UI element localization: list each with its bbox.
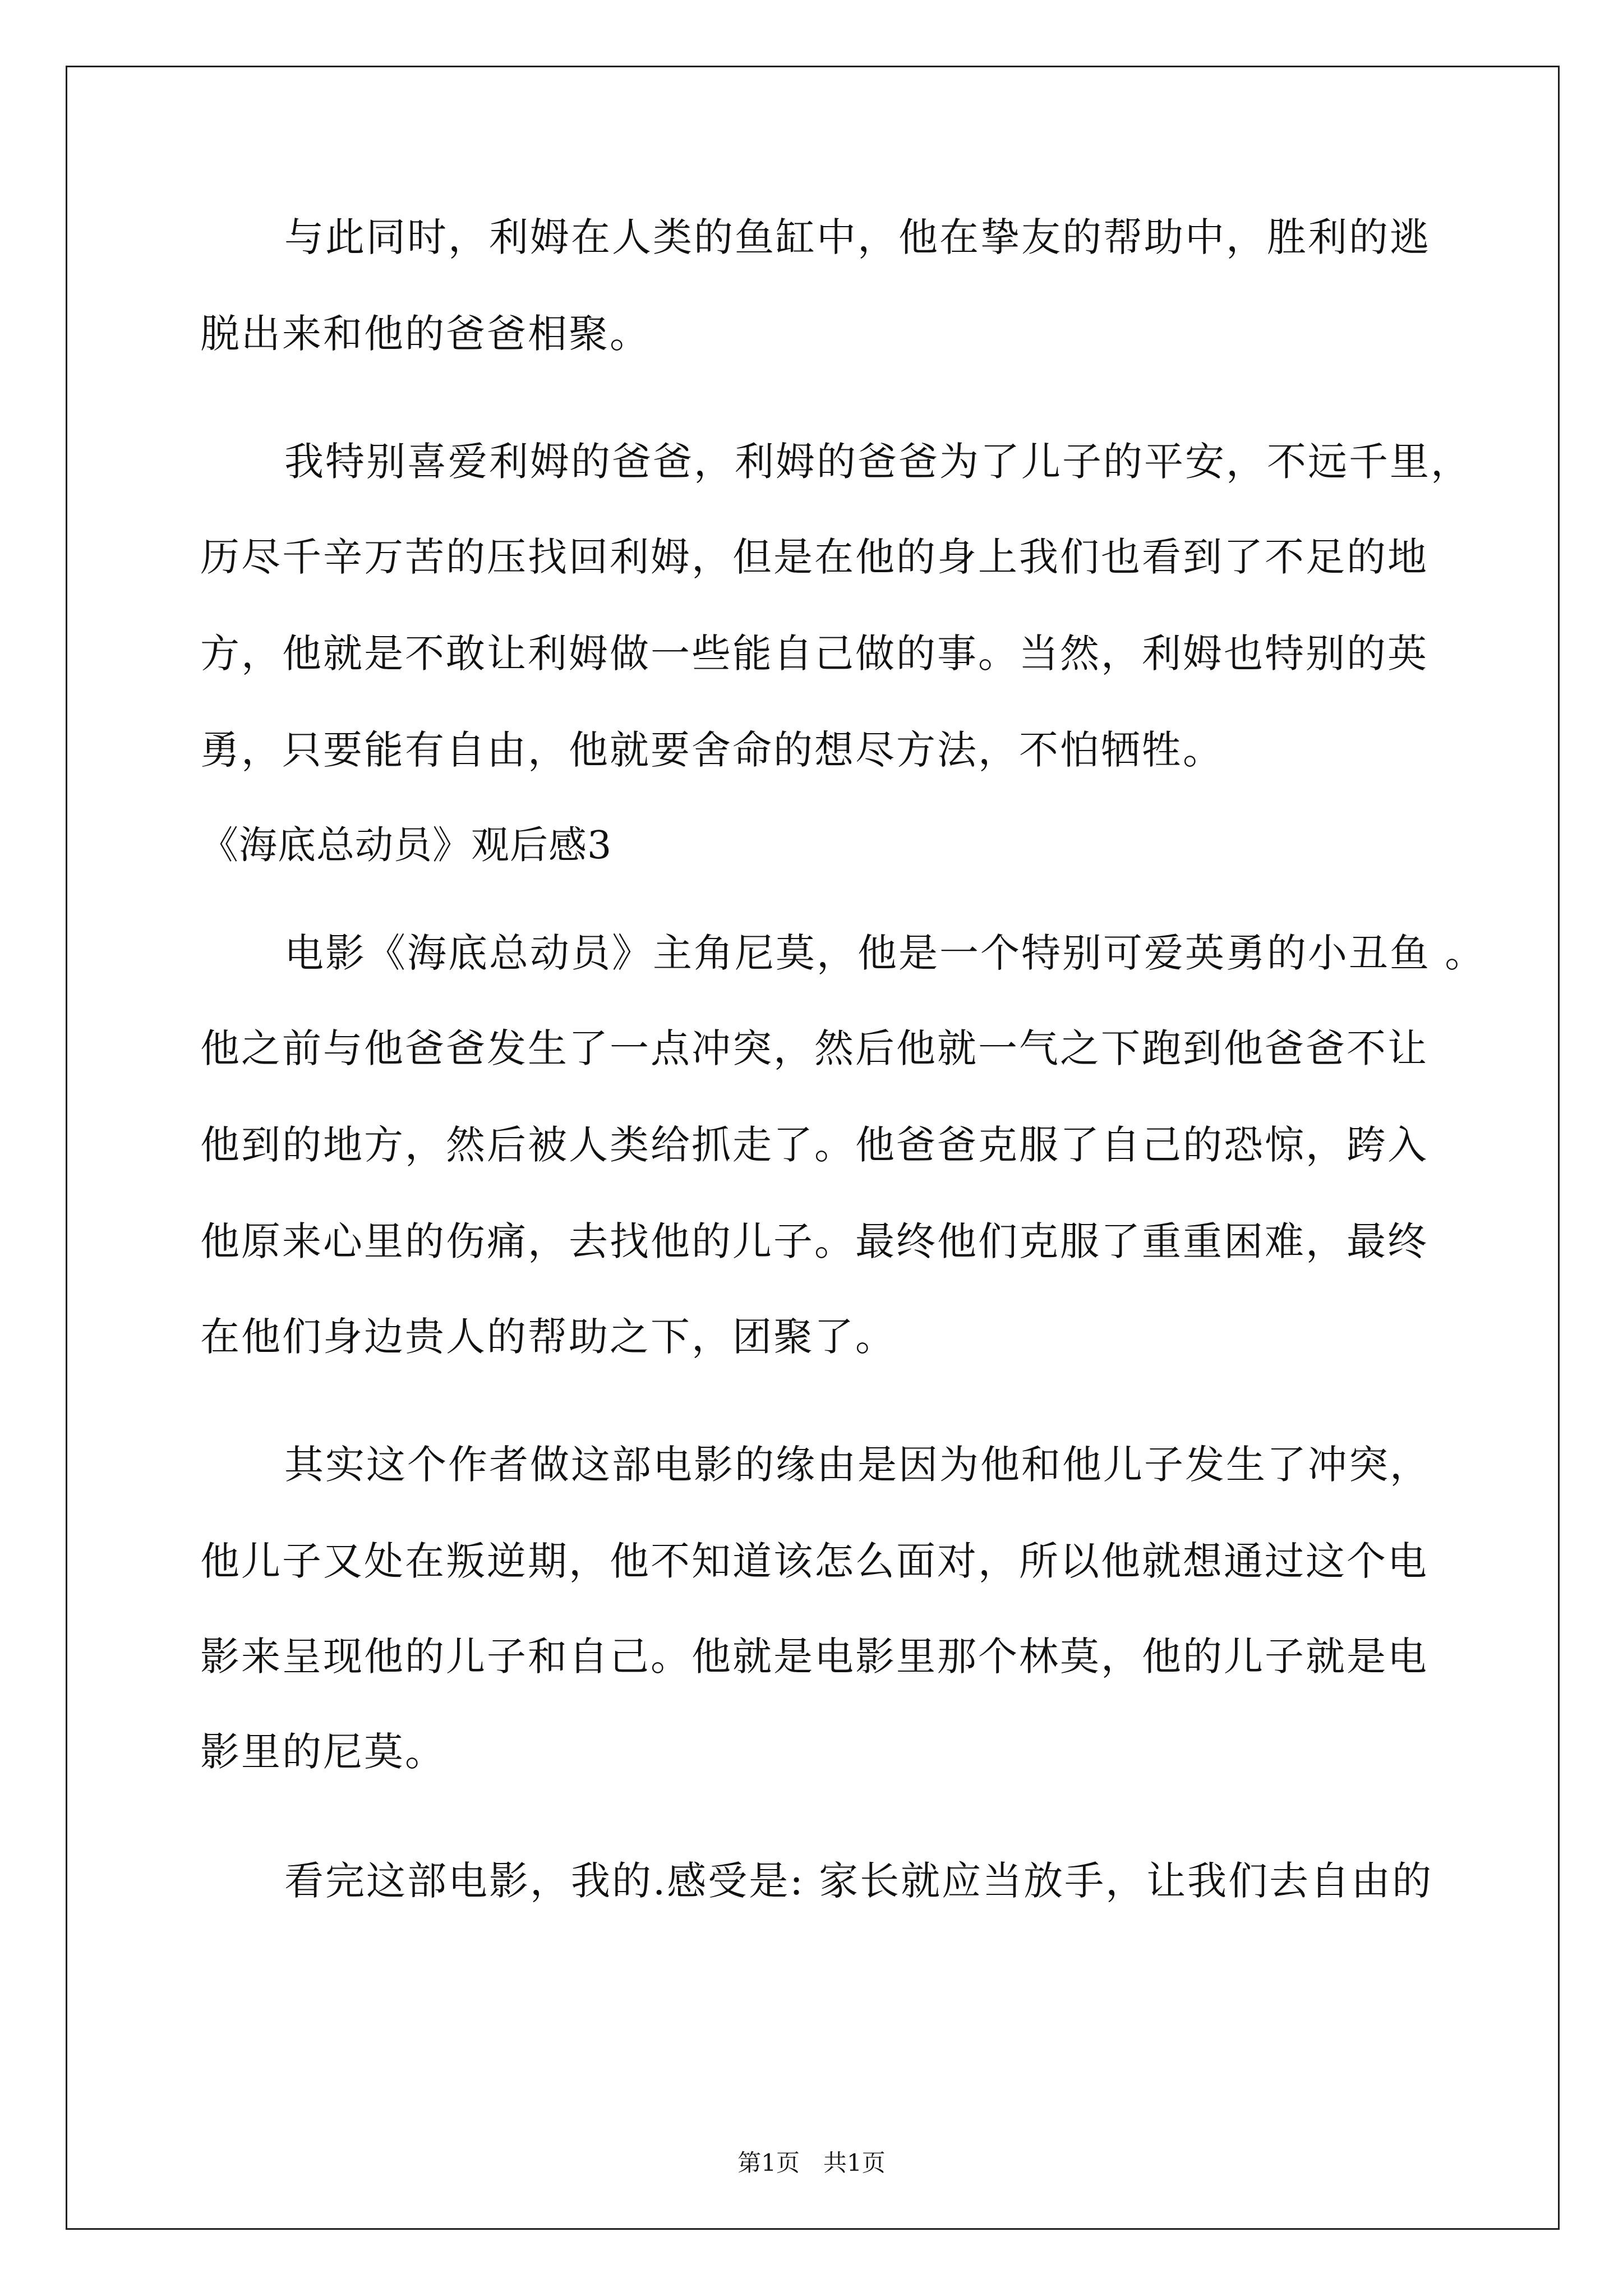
section-title: 《海底总动员》观后感3 — [200, 823, 612, 868]
paragraph-line: 他儿子又处在叛逆期，他不知道该怎么面对，所以他就想通过这个电 — [200, 1538, 1428, 1584]
paragraph-line: 方，他就是不敢让利姆做一些能自己做的事。当然，利姆也特别的英 — [200, 631, 1428, 677]
paragraph-line: 历尽千辛万苦的压找回利姆，但是在他的身上我们也看到了不足的地 — [200, 534, 1428, 580]
paragraph-line: 我特别喜爱利姆的爸爸，利姆的爸爸为了儿子的平安，不远千里， — [284, 439, 1472, 485]
paragraph-line: 电影《海底总动员》主角尼莫，他是一个特别可爱英勇的小丑鱼 。 — [284, 930, 1486, 976]
paragraph-line: 在他们身边贵人的帮助之下，团聚了。 — [200, 1314, 896, 1360]
paragraph-line: 他原来心里的伤痛，去找他的儿子。最终他们克服了重重困难，最终 — [200, 1218, 1428, 1264]
paragraph-line: 与此同时，利姆在人类的鱼缸中，他在挚友的帮助中，胜利的逃 — [284, 214, 1431, 260]
paragraph-line: 影里的尼莫。 — [200, 1729, 446, 1775]
paragraph-line: 他到的地方，然后被人类给抓走了。他爸爸克服了自己的恐惊，跨入 — [200, 1122, 1428, 1168]
paragraph-line: 其实这个作者做这部电影的缘由是因为他和他儿子发生了冲突， — [284, 1442, 1431, 1488]
paragraph-line: 影来呈现他的儿子和自己。他就是电影里那个林莫，他的儿子就是电 — [200, 1634, 1428, 1680]
paragraph-line: 脱出来和他的爸爸相聚。 — [200, 311, 651, 357]
paragraph-line: 勇，只要能有自由，他就要舍命的想尽方法，不怕牺牲。 — [200, 727, 1224, 773]
paragraph-line: 他之前与他爸爸发生了一点冲突，然后他就一气之下跑到他爸爸不让 — [200, 1025, 1428, 1071]
page-footer: 第1页 共1页 — [737, 2149, 886, 2177]
paragraph-line: 看完这部电影，我的.感受是: 家长就应当放手，让我们去自由的 — [284, 1858, 1433, 1904]
